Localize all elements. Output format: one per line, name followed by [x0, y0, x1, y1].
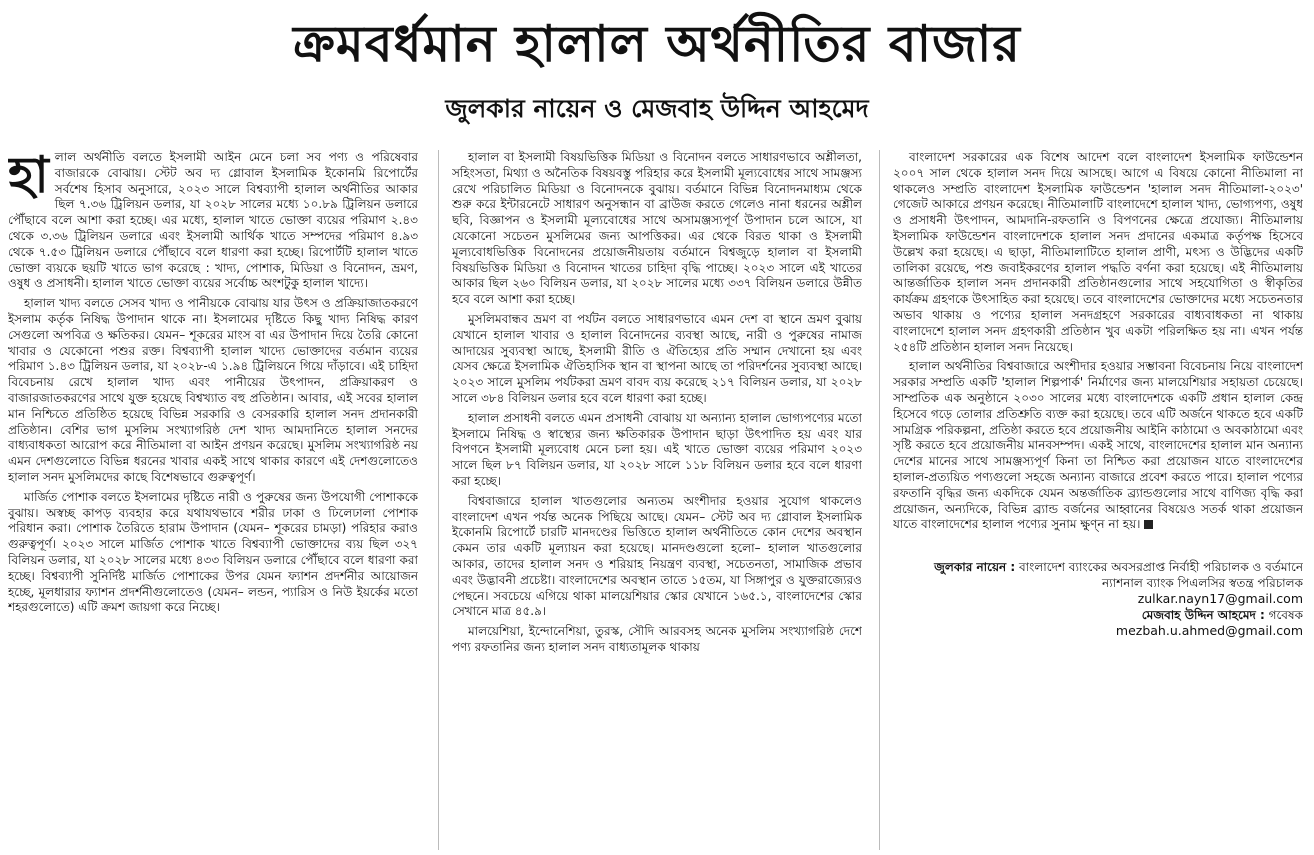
- article-column-3: [893, 150, 1303, 850]
- paragraph-text: লাল অর্থনীতি বলতে ইসলামী আইন মেনে চলা সব পণ্য ও পরিষেবার বাজারকে বোঝায়। স্টেট অব দ্য গ্লোবাল ইসলামিক ইকোনমি রিপোর্টের সর্বশেষ হিসাব অনুসারে, ২০২৩ সালে বিশ্বব্যাপী হালাল অর্থনীতির আকার ছিল ৭.৩৬ ট্রিলিয়ন ডলার, যা ২০২৮ সালের মধ্যে ১০.৮৯ ট্রিলিয়ন ডলারে পৌঁছাবে বলে আশা করা হচ্ছে। এর মধ্যে, হালাল খাতে ভোক্তা ব্যয়ের পরিমাণ ২.৪৩ থেকে ৩.৩৬ ট্রিলিয়ন ডলারে এবং ইসলামী আর্থিক খাতে সম্পদের পরিমাণ ৪.৯৩ থেকে ৭.৫৩ ট্রিলিয়ন ডলারে পৌঁছাবে বলে ধারণা করা হচ্ছে। রিপোর্টটি হালাল খাতে ভোক্তা ব্যয়কে ছয়টি খাতে ভাগ করেছে : খাদ্য, পোশাক, মিডিয়া ও বিনোদন, ভ্রমণ, ওষুধ ও প্রসাধনী। হালাল খাতে ভোক্তা ব্যয়ের সর্বোচ্চ অংশটুকু হালাল খাদ্যে।: [8, 150, 418, 291]
- end-mark-icon: [1144, 520, 1153, 529]
- article-column-2: [452, 150, 862, 850]
- paragraph-text: হালাল অর্থনীতির বিশ্ববাজারে অংশীদার হওয়ার সম্ভাবনা বিবেচনায় নিয়ে বাংলাদেশ সরকার সম্প্রতি একটি 'হালাল শিল্পপার্ক' নির্মাণের জন্য মালয়েশিয়ার সহায়তা চেয়েছে। সাম্প্রতিক এক অনুষ্ঠানে ২০৩০ সালের মধ্যে বাংলাদেশকে একটি প্রধান হালাল কেন্দ্র হিসেবে গড়ে তোলার প্রতিশ্রুতি ব্যক্ত করা হয়েছে। তবে এটি অর্জনে থাকতে হবে একটি সামগ্রিক পরিকল্পনা, প্রতিষ্ঠা করতে হবে প্রয়োজনীয় আইনি কাঠামো ও অবকাঠামো এবং সৃষ্টি করতে হবে প্রয়োজনীয় মানবসম্পদ। একই সাথে, বাংলাদেশের হালাল মান অন্যান্য দেশের মানের সাথে সামঞ্জস্যপূর্ণ কিনা তা নিশ্চিত করা প্রয়োজন যাতে বাংলাদেশের হালাল-প্রত্যয়িত পণ্যগুলো সহজে অন্যান্য বাজারে প্রবেশ করতে পারে। হালাল পণ্যের রফতানি বৃদ্ধির জন্য একদিকে যেমন অন্তর্জাতিক ব্র্যান্ডগুলোর সাথে বাণিজ্য বৃদ্ধি করা প্রয়োজন, অন্যদিকে, বিভিন্ন ব্র্যান্ড বর্জনের আহ্বানের বিষয়েও সতর্ক থাকা প্রয়োজন যাতে বাংলাদেশের হালাল পণ্যের সুনাম ক্ষুণ্ন না হয়।: [893, 359, 1303, 532]
- author-2: [893, 607, 1303, 623]
- paragraph: মুসলিমবান্ধব ভ্রমণ বা পর্যটন বলতে সাধারণভাবে এমন দেশ বা স্থানে ভ্রমণ বুঝায় যেখানে হালাল খাবার ও হালাল বিনোদনের ব্যবস্থা আছে, নারী ও পুরুষের নামাজ আদায়ের সুব্যবস্থা আছে, ইসলামী রীতি ও ঐতিহ্যের প্রতি সম্মান দেখানো হয় এবং যেসব ক্ষেত্রে ইসলামিক ঐতিহাসিক স্থান বা স্থাপনা আছে তা পরিদর্শনের সুব্যবস্থা আছে। ২০২৩ সালে মুসলিম পর্যটকরা ভ্রমণ বাবদ ব্যয় করেছে ২১৭ বিলিয়ন ডলার, যা ২০২৮ সালে ৩৮৪ বিলিয়ন ডলার হবে বলে ধারণা করা হচ্ছে।: [452, 311, 862, 405]
- paragraph: [893, 359, 1303, 533]
- author-info: [893, 559, 1303, 639]
- author-email[interactable]: mezbah.u.ahmed@gmail.com: [1115, 623, 1303, 639]
- author-name: মেজবাহ উদ্দিন আহমেদ :: [1141, 608, 1265, 623]
- column-divider: [879, 150, 880, 850]
- headline: ক্রমবর্ধমান হালাল অর্থনীতির বাজার: [293, 15, 1021, 73]
- paragraph: হালাল খাদ্য বলতে সেসব খাদ্য ও পানীয়কে বোঝায় যার উৎস ও প্রক্রিয়াজাতকরণে ইসলাম কর্তৃক নিষিদ্ধ উপাদান থাকে না। ইসলামের দৃষ্টিতে কিছু খাদ্য নিষিদ্ধ কারণ সেগুলো অপবিত্র ও ক্ষতিকর। যেমন– শূকরের মাংস বা এর উপাদান দিয়ে তৈরি কোনো খাবার ও যেকোনো পশুর রক্ত। বিশ্বব্যাপী হালাল খাদ্যে ভোক্তাদের বর্তমান ব্যয়ের পরিমাণ ১.৪৩ ট্রিলিয়ন ডলার, যা ২০২৮-এ ১.৯৪ ট্রিলিয়নে গিয়ে দাঁড়াবে। এই চাহিদা বিবেচনায় রেখে হালাল খাদ্য এবং পানীয়ের উৎপাদন, প্রক্রিয়াকরণ ও বাজারজাতকরণের সাথে যুক্ত হয়েছে বিশ্বখ্যাত বহু প্রতিষ্ঠান। আবার, এই সবের হালাল মান নিশ্চিতে প্রতিষ্ঠিত হয়েছে বিভিন্ন সরকারি ও বেসরকারি হালাল সনদ প্রদানকারী প্রতিষ্ঠান। বেশির ভাগ মুসলিম সংখ্যাগরিষ্ঠ দেশ খাদ্য আমদানিতে হালাল সনদের বাধ্যবাধকতা আরোপ করে নীতিমালা বা আইন প্রণয়ন করেছে। মুসলিম সংখ্যাগরিষ্ঠ নয় এমন দেশগুলোতে বিভিন্ন ধরনের খাবার একই সাথে থাকার কারণে এই দেশগুলোতেও হালাল সনদ মুসলিমদের কাছে বিশেষভাবে গুরুত্বপূর্ণ।: [8, 296, 418, 484]
- author-1: [893, 559, 1303, 591]
- article-column-1: [8, 150, 418, 850]
- author-bio: বাংলাদেশ ব্যাংকের অবসরপ্রাপ্ত নির্বাহী পরিচালক ও বর্তমানে ন্যাশনাল ব্যাংক পিএলসির স্বতন্ত্র পরিচালক: [1019, 560, 1303, 591]
- column-divider: [438, 150, 439, 850]
- drop-cap: হা: [8, 150, 49, 204]
- author-name: জুলকার নায়েন :: [934, 560, 1016, 575]
- author-bio: গবেষক: [1268, 608, 1303, 623]
- byline: জুলকার নায়েন ও মেজবাহ উদ্দিন আহমেদ: [445, 94, 869, 123]
- paragraph: [8, 150, 418, 292]
- author-email[interactable]: zulkar.nayn17@gmail.com: [1137, 591, 1303, 607]
- paragraph: বাংলাদেশ সরকারের এক বিশেষ আদেশ বলে বাংলাদেশ ইসলামিক ফাউন্ডেশন ২০০৭ সাল থেকে হালাল সনদ দিয়ে আসছে। আগে এ বিষয়ে কোনো নীতিমালা না থাকলেও সম্প্রতি বাংলাদেশ ইসলামিক ফাউন্ডেশন 'হালাল সনদ নীতিমালা-২০২৩' গেজেট আকারে প্রণয়ন করেছে। নীতিমালাটি বাংলাদেশে হালাল খাদ্য, ভোগ্যপণ্য, ওষুধ ও প্রসাধনী উৎপাদন, আমদানি-রফতানি ও বিপণনের ক্ষেত্রে প্রযোজ্য। নীতিমালায় ইসলামিক ফাউন্ডেশন বাংলাদেশকে হালাল সনদ প্রদানের একমাত্র কর্তৃপক্ষ হিসেবে উল্লেখ করা হয়েছে। এ ছাড়া, নীতিমালাটিতে হালাল প্রাণী, মৎস্য ও উদ্ভিদের একটি তালিকা রয়েছে, পশু জবাইকরণের হালাল পদ্ধতি বর্ণনা করা হয়েছে। এই নীতিমালায় আন্তর্জাতিক হালাল সনদ প্রদানকারী প্রতিষ্ঠানগুলোর সাথে সহযোগিতা ও স্বীকৃতির কার্যক্রম গ্রহণকে উৎসাহিত করা হয়েছে। তবে বাংলাদেশের ভোক্তাদের মধ্যে সচেতনতার অভাব থাকায় ও পণ্যের হালাল সনদগ্রহণে সরকারের বাধ্যবাধকতা না থাকায় বাংলাদেশে হালাল সনদ গ্রহণকারী প্রতিষ্ঠান খুব একটা পরিলক্ষিত হয় না। এখন পর্যন্ত ২৫৪টি প্রতিষ্ঠান হালাল সনদ নিয়েছে।: [893, 150, 1303, 354]
- paragraph: হালাল প্রসাধনী বলতে এমন প্রসাধনী বোঝায় যা অন্যান্য হালাল ভোগ্যপণ্যের মতো ইসলামে নিষিদ্ধ ও স্বাস্থ্যের জন্য ক্ষতিকারক উপাদান ছাড়া উৎপাদিত হয় এবং যার বিপণনে ইসলামী মূল্যবোধ মেনে চলা হয়। এই খাতে ভোক্তা ব্যয়ের পরিমাণ ২০২৩ সালে ছিল ৮৭ বিলিয়ন ডলার, যা ২০২৮ সালে ১১৮ বিলিয়ন ডলার হবে বলে ধারণা করা হচ্ছে।: [452, 410, 862, 488]
- paragraph: মালয়েশিয়া, ইন্দোনেশিয়া, তুরস্ক, সৌদি আরবসহ অনেক মুসলিম সংখ্যাগরিষ্ঠ দেশে পণ্য রফতানির জন্য হালাল সনদ বাধ্যতামূলক থাকায়: [452, 624, 862, 654]
- paragraph: বিশ্ববাজারে হালাল খাতগুলোর অন্যতম অংশীদার হওয়ার সুযোগ থাকলেও বাংলাদেশ এখন পর্যন্ত অনেক পিছিয়ে আছে। যেমন– স্টেট অব দ্য গ্লোবাল ইসলামিক ইকোনমি রিপোর্টে চারটি মানদণ্ডের ভিত্তিতে হালাল অর্থনীতিতে কোন দেশের অবস্থান কেমন তার একটি মূল্যায়ন করা হয়েছে। মানদণ্ডগুলো হলো– হালাল খাতগুলোর আকার, তাদের হালাল সনদ ও শরিয়াহ নিয়ন্ত্রণ ব্যবস্থা, সচেতনতা, সামাজিক প্রভাব এবং উদ্ভাবনী প্রচেষ্টা। বাংলাদেশের অবস্থান তাতে ১৫তম, যা সিঙ্গাপুর ও যুক্তরাজ্যেরও পেছনে। সবচেয়ে এগিয়ে থাকা মালয়েশিয়ার স্কোর যেখানে ১৬৫.১, বাংলাদেশের স্কোর সেখানে মাত্র ৪৫.৯।: [452, 493, 862, 619]
- paragraph: মার্জিত পোশাক বলতে ইসলামের দৃষ্টিতে নারী ও পুরুষের জন্য উপযোগী পোশাককে বুঝায়। অস্বচ্ছ কাপড় ব্যবহার করে যথাযথভাবে শরীর ঢাকা ও ঢিলেঢালা পোশাক পরিধান করা। পোশাক তৈরিতে হারাম উপাদান (যেমন– শূকরের চামড়া) পরিহার করাও গুরুত্বপূর্ণ। ২০২৩ সালে মার্জিত পোশাক খাতে বিশ্বব্যাপী ভোক্তাদের ব্যয় ছিল ৩২৭ বিলিয়ন ডলার, যা ২০২৮ সালের মধ্যে ৪৩৩ বিলিয়ন ডলারে পৌঁছাবে বলে ধারণা করা হচ্ছে। বিশ্বব্যাপী সুনির্দিষ্ট মার্জিত পোশাকের উপর যেমন ফ্যাশন প্রদর্শনীর আয়োজন হচ্ছে, মূলধারার ফ্যাশন প্রদর্শনীগুলোতেও (যেমন– লন্ডন, প্যারিস ও নিউ ইয়র্কের মতো শহরগুলোতে) এটি ক্রমশ জায়গা করে নিচ্ছে।: [8, 489, 418, 615]
- paragraph: হালাল বা ইসলামী বিষয়ভিত্তিক মিডিয়া ও বিনোদন বলতে সাধারণভাবে অশ্লীলতা, সহিংসতা, মিথ্যা ও অনৈতিক বিষয়বস্তু পরিহার করে ইসলামী মূল্যবোধের সাথে সামঞ্জস্য রেখে পরিচালিত মিডিয়া ও বিনোদনকে বুঝায়। বর্তমানে বিভিন্ন বিনোদনমাধ্যম থেকে শুরু করে ইন্টারনেটে সাধারণ অনুসন্ধান বা ব্রাউজ করতে গেলেও নানা ধরনের অশ্লীল ছবি, বিজ্ঞাপন ও ইসলামী মূল্যবোধের সাথে অসামঞ্জস্যপূর্ণ উপাদান চলে আসে, যা যেকোনো সচেতন মুসলিমের জন্য আপত্তিকর। এর থেকে বিরত থাকা ও ইসলামী মূল্যবোধভিত্তিক বিনোদনের প্রয়োজনীয়তায় বর্তমানে বিশ্বজুড়ে হালাল বা ইসলামী বিষয়ভিত্তিক মিডিয়া ও বিনোদন খাতের চাহিদা বৃদ্ধি পাচ্ছে। ২০২৩ সালে এই খাতের আকার ছিল ২৬০ বিলিয়ন ডলার, যা ২০২৮ সালের মধ্যে ৩৩৭ বিলিয়ন ডলারে উন্নীত হবে বলে আশা করা হচ্ছে।: [452, 150, 862, 307]
